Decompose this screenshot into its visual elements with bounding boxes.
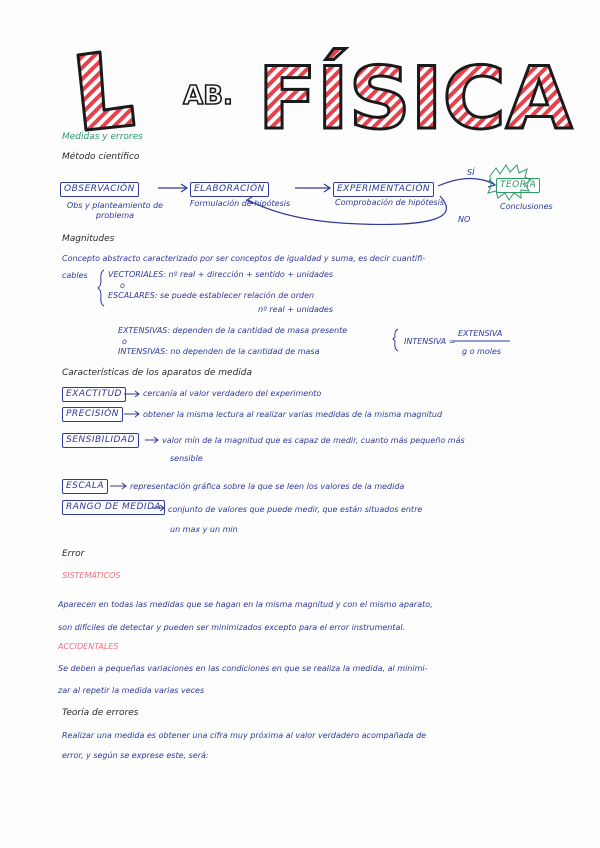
- term-precision: PRECISIÓN: [62, 407, 123, 422]
- formula-num: EXTENSIVA: [458, 329, 503, 338]
- accidentales-title: ACCIDENTALES: [58, 642, 119, 651]
- formula-left: INTENSIVA =: [404, 337, 456, 346]
- step-observacion: OBSERVACIÓN: [60, 182, 139, 197]
- teoria-errores-heading: Teoría de errores: [62, 708, 139, 718]
- accidentales-line-2: zar al repetir la medida varias veces: [58, 686, 205, 695]
- term-rango: RANGO DE MEDIDA: [62, 500, 165, 515]
- step-elaboracion: ELABORACIÓN: [190, 182, 269, 197]
- sistematicos-line-1: Aparecen en todas las medidas que se hagan en la misma magnitud y con el mismo aparato,: [58, 600, 433, 609]
- extensivas: EXTENSIVAS: dependen de la cantidad de masa presente: [118, 326, 348, 335]
- sistematicos-title: SISTEMÁTICOS: [62, 571, 121, 580]
- step-experimentacion-desc: Comprobación de hipótesis: [335, 198, 445, 207]
- title-fisica: FÍSICA: [258, 49, 573, 135]
- label-si: SÍ: [467, 168, 475, 177]
- step-teoria: TEORÍA: [496, 178, 540, 193]
- metodo-heading: Método científico: [62, 152, 140, 162]
- caracteristicas-heading: Características de los aparatos de medida: [62, 368, 253, 378]
- def-exactitud: cercanía al valor verdadero del experimento: [143, 389, 322, 398]
- title-ab: AB.: [183, 81, 233, 111]
- vectoriales: VECTORIALES: nº real + dirección + sentido + unidades: [108, 270, 334, 279]
- def-precision: obtener la misma lectura al realizar varias medidas de la misma magnitud: [143, 410, 443, 419]
- step-observacion-desc: Obs y planteamiento de problema: [66, 201, 164, 220]
- term-sensibilidad: SENSIBILIDAD: [62, 433, 139, 448]
- def-rango: conjunto de valores que puede medir, que están situados entre: [168, 505, 423, 514]
- sistematicos-line-2: son difíciles de detectar y pueden ser minimizados excepto para el error instrumental.: [58, 623, 406, 632]
- or-2: o: [122, 337, 127, 346]
- error-heading: Error: [62, 549, 85, 559]
- step-experimentacion: EXPERIMENTACIÓN: [333, 182, 434, 197]
- term-exactitud: EXACTITUD: [62, 387, 126, 402]
- term-escala: ESCALA: [62, 479, 108, 494]
- teoria-line-1: Realizar una medida es obtener una cifra muy próxima al valor verdadero acompañada de: [62, 731, 427, 740]
- magnitudes-concept: Concepto abstracto caracterizado por ser conceptos de igualdad y suma, es decir cuantifi-: [62, 254, 426, 263]
- or-1: o: [120, 281, 125, 290]
- step-elaboracion-desc: Formulación de hipótesis: [189, 199, 291, 208]
- def-sensibilidad-2: sensible: [170, 454, 203, 463]
- def-rango-2: un max y un min: [170, 525, 238, 534]
- step-teoria-desc: Conclusiones: [500, 202, 553, 211]
- magnitudes-heading: Magnitudes: [62, 234, 115, 244]
- teoria-line-2: error, y según se exprese este, será:: [62, 751, 209, 760]
- section-header: Medidas y errores: [62, 132, 143, 142]
- def-sensibilidad: valor mín de la magnitud que es capaz de medir, cuanto más pequeño más: [162, 436, 465, 445]
- def-escala: representación gráfica sobre la que se leen los valores de la medida: [130, 482, 405, 491]
- magnitudes-concept-2: cables: [62, 271, 88, 280]
- label-no: NO: [458, 215, 471, 224]
- intensivas: INTENSIVAS: no dependen de la cantidad de masa: [118, 347, 320, 356]
- escalares: ESCALARES: se puede establecer relación de orden: [108, 291, 315, 300]
- formula-den: g o moles: [462, 347, 502, 356]
- escalares-2: nº real + unidades: [258, 305, 334, 314]
- accidentales-line-1: Se deben a pequeñas variaciones en las condiciones en que se realiza la medida, al minimi-: [58, 664, 428, 673]
